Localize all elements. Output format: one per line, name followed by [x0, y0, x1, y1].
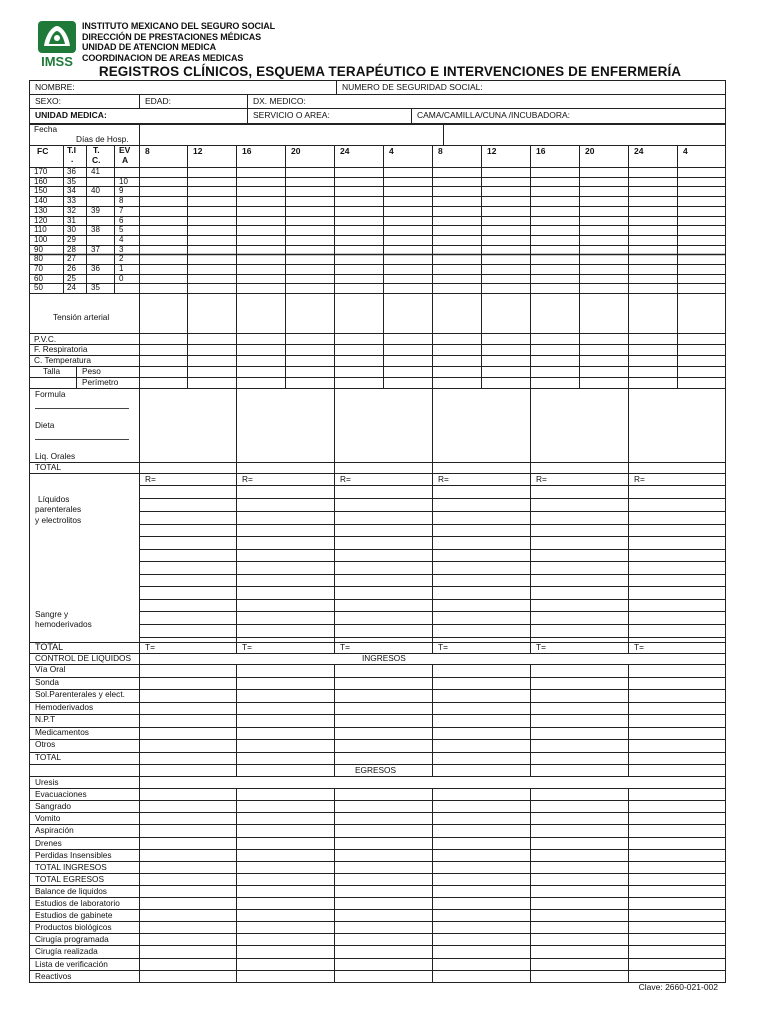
peso-label: Peso [82, 366, 101, 376]
vital-value: 39 [91, 206, 100, 215]
egreso-row-label: Reactivos [35, 971, 72, 981]
egreso-row-label: Productos biológicos [35, 922, 112, 932]
vital-value: 70 [34, 264, 43, 273]
vital-value: 80 [34, 254, 43, 263]
vital-value: 41 [91, 167, 100, 176]
org-line: DIRECCIÓN DE PRESTACIONES MÉDICAS [82, 31, 262, 42]
egreso-row-label: TOTAL INGRESOS [35, 862, 107, 872]
hour-header: 8 [438, 146, 443, 156]
org-line: COORDINACION DE AREAS MEDICAS [82, 52, 244, 63]
vital-value: 32 [67, 206, 76, 215]
vital-value: 50 [34, 283, 43, 292]
liquidos-label: parenterales [35, 504, 82, 514]
imss-logo [36, 20, 78, 68]
hour-header: 24 [634, 146, 644, 156]
t-label: T= [340, 642, 350, 652]
hour-header: 24 [340, 146, 350, 156]
liq-orales-label: Liq. Orales [35, 451, 76, 461]
vital-value: 130 [34, 206, 48, 215]
r-label: R= [242, 474, 253, 484]
r-label: R= [438, 474, 449, 484]
egreso-row-label: Cirugía programada [35, 934, 109, 944]
tc-header-c: C. [92, 155, 101, 165]
c-temp-label: C. Temperatura [34, 355, 92, 365]
dias-hosp-label: Días de Hosp. [76, 134, 129, 144]
vital-value: 35 [91, 283, 100, 292]
vital-value: 31 [67, 216, 76, 225]
ingreso-row-label: N.P.T [35, 714, 56, 724]
r-label: R= [634, 474, 645, 484]
ingreso-row-label: Vía Oral [35, 664, 66, 674]
vital-value: 40 [91, 186, 100, 195]
form-title: REGISTROS CLÍNICOS, ESQUEMA TERAPÉUTICO E INTERVENCIONES DE ENFERMERÍA [98, 64, 682, 79]
vital-value: 33 [67, 196, 76, 205]
t-label: T= [438, 642, 448, 652]
eva-header-a: A [122, 155, 129, 165]
egresos-label: EGRESOS [355, 765, 397, 775]
sangre-label: Sangre y [35, 609, 69, 619]
ingreso-row-label: TOTAL [35, 752, 61, 762]
r-label: R= [145, 474, 156, 484]
vital-value: 90 [34, 245, 43, 254]
vital-value: 8 [119, 196, 124, 205]
clave-label: Clave: 2660-021-002 [638, 982, 718, 992]
tension-label: Tensión arterial [53, 312, 110, 322]
liquidos-label: Líquidos [38, 494, 70, 504]
formula-line [35, 408, 129, 409]
sangre-label: hemoderivados [35, 619, 92, 629]
organization-block [82, 21, 275, 63]
vital-value: 37 [91, 245, 100, 254]
liquidos-label: y electrolitos [35, 515, 82, 525]
vital-value: 110 [34, 225, 47, 234]
f-resp-label: F. Respiratoria [34, 344, 88, 354]
vital-value: 10 [119, 177, 128, 186]
vital-value: 7 [119, 206, 124, 215]
edad-field[interactable]: EDAD: [140, 95, 248, 108]
info-row [30, 109, 725, 123]
ingreso-row-label: Hemoderivados [35, 702, 94, 712]
hour-header: 4 [683, 146, 688, 156]
ti-header: T.I [67, 145, 76, 155]
formula-label: Formula [35, 389, 66, 399]
hour-header: 8 [145, 146, 150, 156]
hour-header: 16 [536, 146, 546, 156]
total-liquidos-label: TOTAL [35, 642, 64, 652]
egreso-row-label: TOTAL EGRESOS [35, 874, 105, 884]
dieta-line [35, 439, 129, 440]
t-label: T= [145, 642, 155, 652]
vital-value: 36 [91, 264, 100, 273]
grid-lines [29, 124, 726, 983]
egreso-row-label: Aspiración [35, 825, 74, 835]
vital-value: 29 [67, 235, 76, 244]
t-label: T= [242, 642, 252, 652]
org-line: UNIDAD DE ATENCION MEDICA [82, 42, 216, 52]
egreso-row-label: Estudios de gabinete [35, 910, 113, 920]
vital-value: 120 [34, 216, 48, 225]
cama-field[interactable]: CAMA/CAMILLA/CUNA /INCUBADORA: [417, 110, 571, 120]
vital-value: 25 [67, 274, 76, 283]
vital-value: 0 [119, 274, 124, 283]
dieta-label: Dieta [35, 420, 55, 430]
hour-header: 12 [193, 146, 203, 156]
vital-value: 28 [67, 245, 76, 254]
r-label: R= [536, 474, 547, 484]
egreso-row-label: Evacuaciones [35, 789, 87, 799]
hour-header: 16 [242, 146, 252, 156]
sexo-field[interactable]: SEXO: [30, 95, 140, 108]
vital-value: 5 [119, 225, 124, 234]
info-row [30, 95, 725, 109]
patient-info [29, 80, 726, 124]
vital-value: 170 [34, 167, 48, 176]
egreso-row-label: Drenes [35, 838, 62, 848]
ingreso-row-label: Sonda [35, 677, 59, 687]
hour-header: 20 [291, 146, 301, 156]
pvc-label: P.V.C. [34, 334, 57, 344]
dx-field[interactable]: DX. MEDICO: [253, 96, 306, 106]
tc-header: T. [93, 145, 100, 155]
egreso-row-label: Vomito [35, 813, 61, 823]
nss-field[interactable]: NUMERO DE SEGURIDAD SOCIAL: [342, 82, 483, 92]
info-row [30, 81, 725, 95]
egreso-row-label: Lista de verificación [35, 959, 108, 969]
ti-header-dot: . [71, 154, 74, 164]
fecha-label: Fecha [34, 124, 58, 134]
eva-header: EV [119, 145, 131, 155]
total-formula-label: TOTAL [35, 462, 61, 472]
talla-label: Talla [43, 366, 61, 376]
vital-value: 34 [67, 186, 76, 195]
vital-value: 4 [119, 235, 124, 244]
fc-header: FC [37, 146, 49, 156]
vital-value: 140 [34, 196, 48, 205]
vital-value: 100 [34, 235, 48, 244]
vital-value: 30 [67, 225, 76, 234]
vital-value: 3 [119, 245, 124, 254]
vital-value: 6 [119, 216, 124, 225]
servicio-field[interactable]: SERVICIO O AREA: [248, 109, 412, 123]
hour-header: 12 [487, 146, 497, 156]
org-line: INSTITUTO MEXICANO DEL SEGURO SOCIAL [82, 21, 276, 31]
vital-value: 36 [67, 167, 76, 176]
vital-value: 26 [67, 264, 76, 273]
egreso-row-label: Perdidas Insensibles [35, 850, 112, 860]
logo-text: IMSS [41, 54, 73, 68]
vital-value: 38 [91, 225, 100, 234]
ingresos-label: INGRESOS [362, 653, 406, 663]
egreso-row-label: Sangrado [35, 801, 71, 811]
vital-value: 150 [34, 186, 48, 195]
ingreso-row-label: Sol.Parenterales y elect. [35, 689, 125, 699]
r-label: R= [340, 474, 351, 484]
unidad-field[interactable]: UNIDAD MEDICA: [30, 109, 248, 123]
t-label: T= [536, 642, 546, 652]
vital-value: 2 [119, 254, 124, 263]
egreso-row-label: Cirugía realizada [35, 946, 98, 956]
vital-value: 24 [67, 283, 76, 292]
hour-header: 4 [389, 146, 394, 156]
vital-value: 160 [34, 177, 48, 186]
nombre-field[interactable]: NOMBRE: [30, 81, 337, 94]
vital-value: 60 [34, 274, 43, 283]
ingreso-row-label: Medicamentos [35, 727, 89, 737]
vital-value: 27 [67, 254, 76, 263]
control-liquidos-label: CONTROL DE LIQUIDOS [35, 653, 132, 663]
t-label: T= [634, 642, 644, 652]
ingreso-row-label: Otros [35, 739, 56, 749]
vital-value: 35 [67, 177, 76, 186]
clinical-grid [29, 124, 726, 983]
vital-value: 9 [119, 186, 124, 195]
hour-header: 20 [585, 146, 595, 156]
perimetro-label: Perímetro [82, 377, 119, 387]
vital-value: 1 [119, 264, 124, 273]
egreso-row-label: Balance de liquidos [35, 886, 107, 896]
egreso-row-label: Uresis [35, 777, 59, 787]
egreso-row-label: Estudios de laboratorio [35, 898, 120, 908]
